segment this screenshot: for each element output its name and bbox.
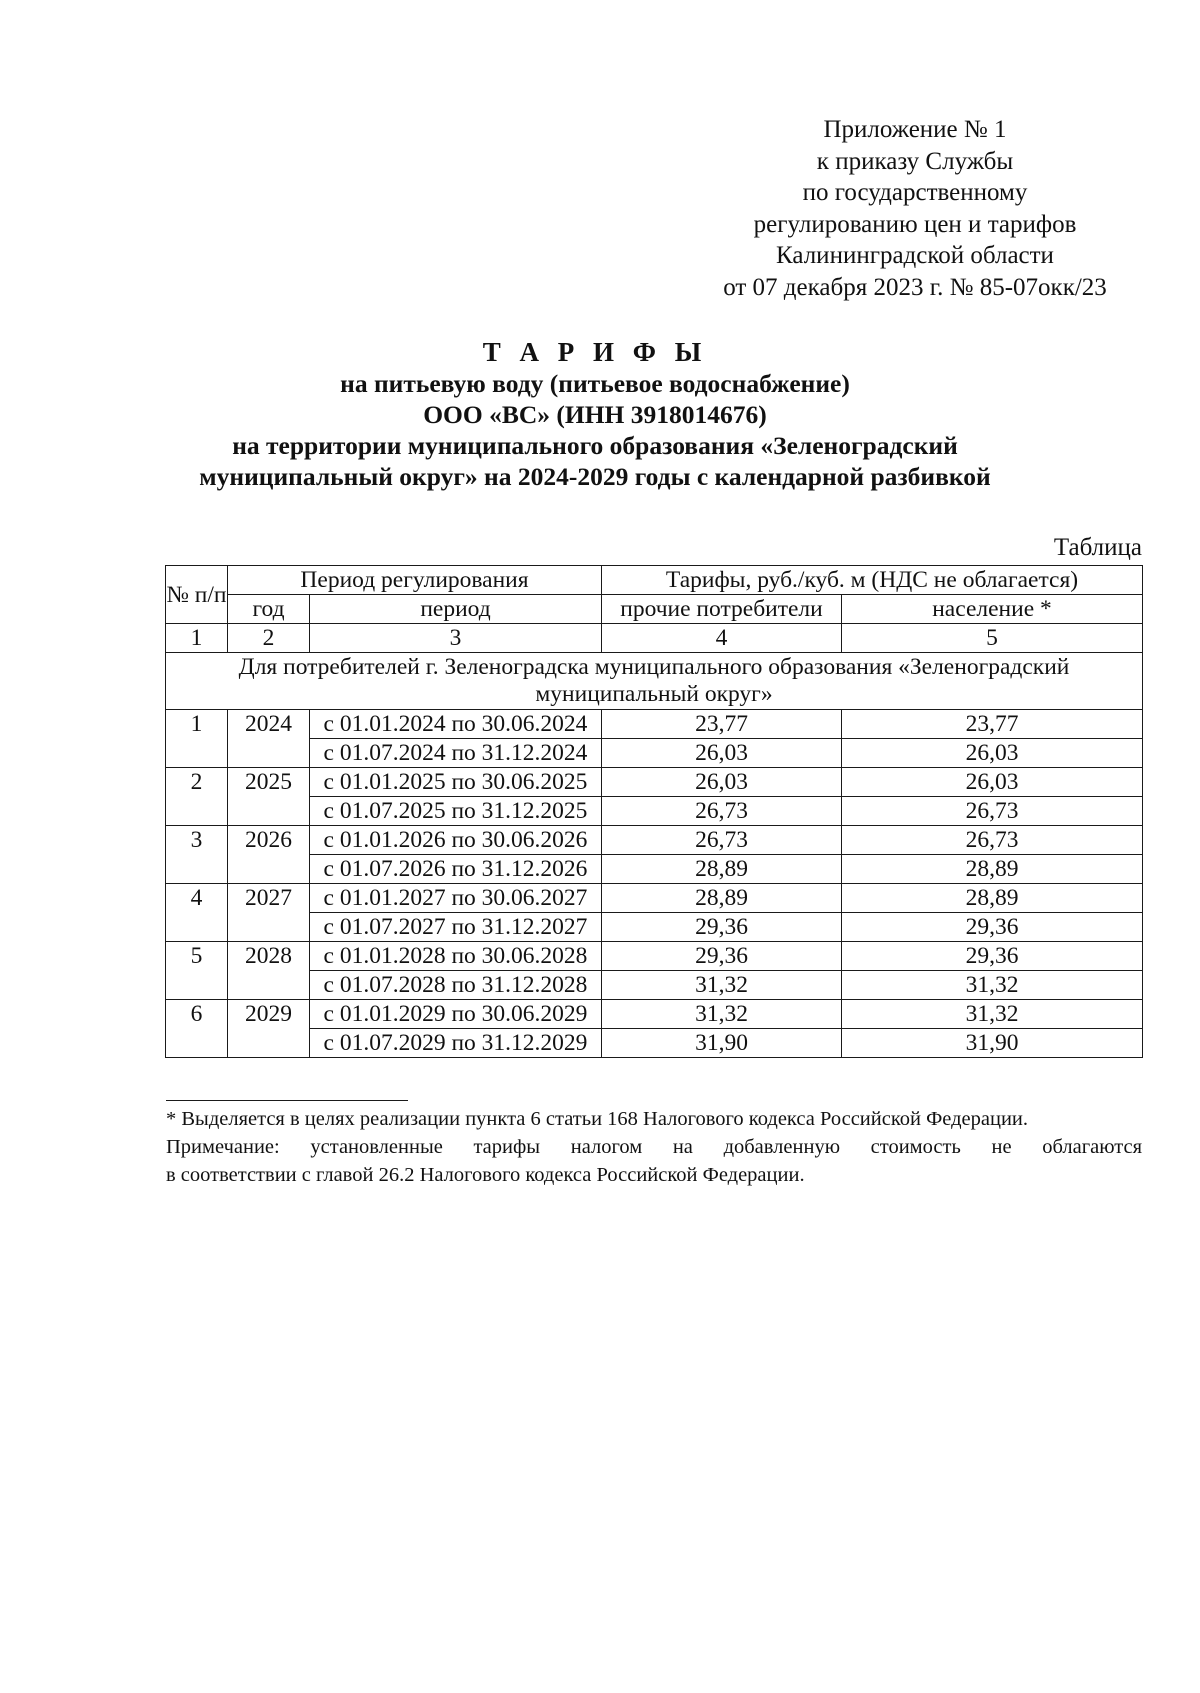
appendix-line: по государственному [802,179,1028,206]
table-row [166,768,1143,797]
table-row [166,739,1143,768]
title-line: на территории муниципального образования «Зеленоградский [232,431,958,460]
footnote-note-line: Примечание: установленные тарифы налогом на добавленную стоимость не облагаются [166,1136,1142,1158]
row-tariff-other: 28,89 [602,855,842,884]
column-number-row [166,624,1143,653]
row-tariff-population: 31,32 [842,1000,1143,1029]
row-number: 5 [166,942,228,1000]
table-row [166,797,1143,826]
footnote-divider [166,1100,408,1101]
row-tariff-population: 29,36 [842,942,1143,971]
column-number: 3 [310,624,602,653]
section-row [166,653,1143,710]
appendix-line: от 07 декабря 2023 г. № 85-07окк/23 [723,273,1107,301]
header-population: население * [842,595,1143,624]
row-period: с 01.07.2025 по 31.12.2025 [310,797,602,826]
row-tariff-other: 31,32 [602,1000,842,1029]
row-tariff-population: 26,03 [842,768,1143,797]
header-period: период [310,595,602,624]
row-period: с 01.01.2026 по 30.06.2026 [310,826,602,855]
row-tariff-other: 31,32 [602,971,842,1000]
row-period: с 01.07.2024 по 31.12.2024 [310,739,602,768]
row-period: с 01.01.2025 по 30.06.2025 [310,768,602,797]
table-row [166,884,1143,913]
title-line: муниципальный округ» на 2024-2029 годы с календарной разбивкой [199,462,991,491]
table-row [166,826,1143,855]
row-period: с 01.07.2028 по 31.12.2028 [310,971,602,1000]
row-tariff-population: 31,90 [842,1029,1143,1058]
row-year: 2028 [228,942,310,1000]
header-row [166,566,1143,595]
row-number: 4 [166,884,228,942]
appendix-header [690,114,1140,303]
table-row [166,1029,1143,1058]
row-tariff-other: 28,89 [602,884,842,913]
header-year: год [228,595,310,624]
row-year: 2025 [228,768,310,826]
appendix-line: Калининградской области [776,242,1054,269]
row-number: 3 [166,826,228,884]
table-row [166,1000,1143,1029]
header-tariffs: Тарифы, руб./куб. м (НДС не облагается) [602,566,1143,595]
header-other-consumers: прочие потребители [602,595,842,624]
table-caption: Таблица [1053,534,1142,561]
row-tariff-other: 26,03 [602,768,842,797]
row-number: 1 [166,710,228,768]
appendix-line: к приказу Службы [816,147,1014,175]
row-tariff-population: 28,89 [842,855,1143,884]
row-period: с 01.07.2029 по 31.12.2029 [310,1029,602,1058]
row-tariff-population: 31,32 [842,971,1143,1000]
footnote-asterisk: * Выделяется в целях реализации пункта 6 статьи 168 Налогового кодекса Российской Федерации. [166,1108,1029,1130]
header-num: № п/п [166,566,228,624]
row-tariff-population: 28,89 [842,884,1143,913]
row-tariff-population: 26,03 [842,739,1143,768]
column-number: 4 [602,624,842,653]
footnotes [166,1105,1142,1189]
title-line: ООО «ВС» (ИНН 3918014676) [423,400,767,429]
title-line: на питьевую воду (питьевое водоснабжение) [340,369,850,398]
row-tariff-other: 29,36 [602,942,842,971]
row-period: с 01.01.2027 по 30.06.2027 [310,884,602,913]
row-tariff-population: 26,73 [842,826,1143,855]
row-number: 2 [166,768,228,826]
footnote-note-line: в соответствии с главой 26.2 Налогового кодекса Российской Федерации. [166,1164,805,1186]
table-row [166,855,1143,884]
row-tariff-other: 26,03 [602,739,842,768]
column-number: 1 [166,624,228,653]
row-period: с 01.01.2024 по 30.06.2024 [310,710,602,739]
row-tariff-other: 23,77 [602,710,842,739]
row-period: с 01.01.2029 по 30.06.2029 [310,1000,602,1029]
table-row [166,971,1143,1000]
column-number: 5 [842,624,1143,653]
row-tariff-population: 26,73 [842,797,1143,826]
row-tariff-population: 23,77 [842,710,1143,739]
table-row [166,710,1143,739]
tariffs-table [165,565,1143,1058]
column-number: 2 [228,624,310,653]
appendix-line: Приложение № 1 [823,116,1007,143]
row-tariff-other: 26,73 [602,797,842,826]
row-tariff-population: 29,36 [842,913,1143,942]
row-year: 2027 [228,884,310,942]
appendix-line: регулированию цен и тарифов [753,210,1077,238]
table-row [166,913,1143,942]
row-tariff-other: 26,73 [602,826,842,855]
row-year: 2029 [228,1000,310,1058]
header-regulation-period: Период регулирования [228,566,602,595]
row-period: с 01.01.2028 по 30.06.2028 [310,942,602,971]
row-tariff-other: 31,90 [602,1029,842,1058]
row-year: 2026 [228,826,310,884]
row-period: с 01.07.2027 по 31.12.2027 [310,913,602,942]
row-tariff-other: 29,36 [602,913,842,942]
row-period: с 01.07.2026 по 31.12.2026 [310,855,602,884]
section-label: Для потребителей г. Зеленоградска муниципального образования «Зеленоградский муниципальный округ» [166,653,1143,710]
table-row [166,942,1143,971]
row-number: 6 [166,1000,228,1058]
header-row [166,595,1143,624]
document-title [150,337,1040,492]
row-year: 2024 [228,710,310,768]
title-heading: Т А Р И Ф Ы [482,337,708,367]
